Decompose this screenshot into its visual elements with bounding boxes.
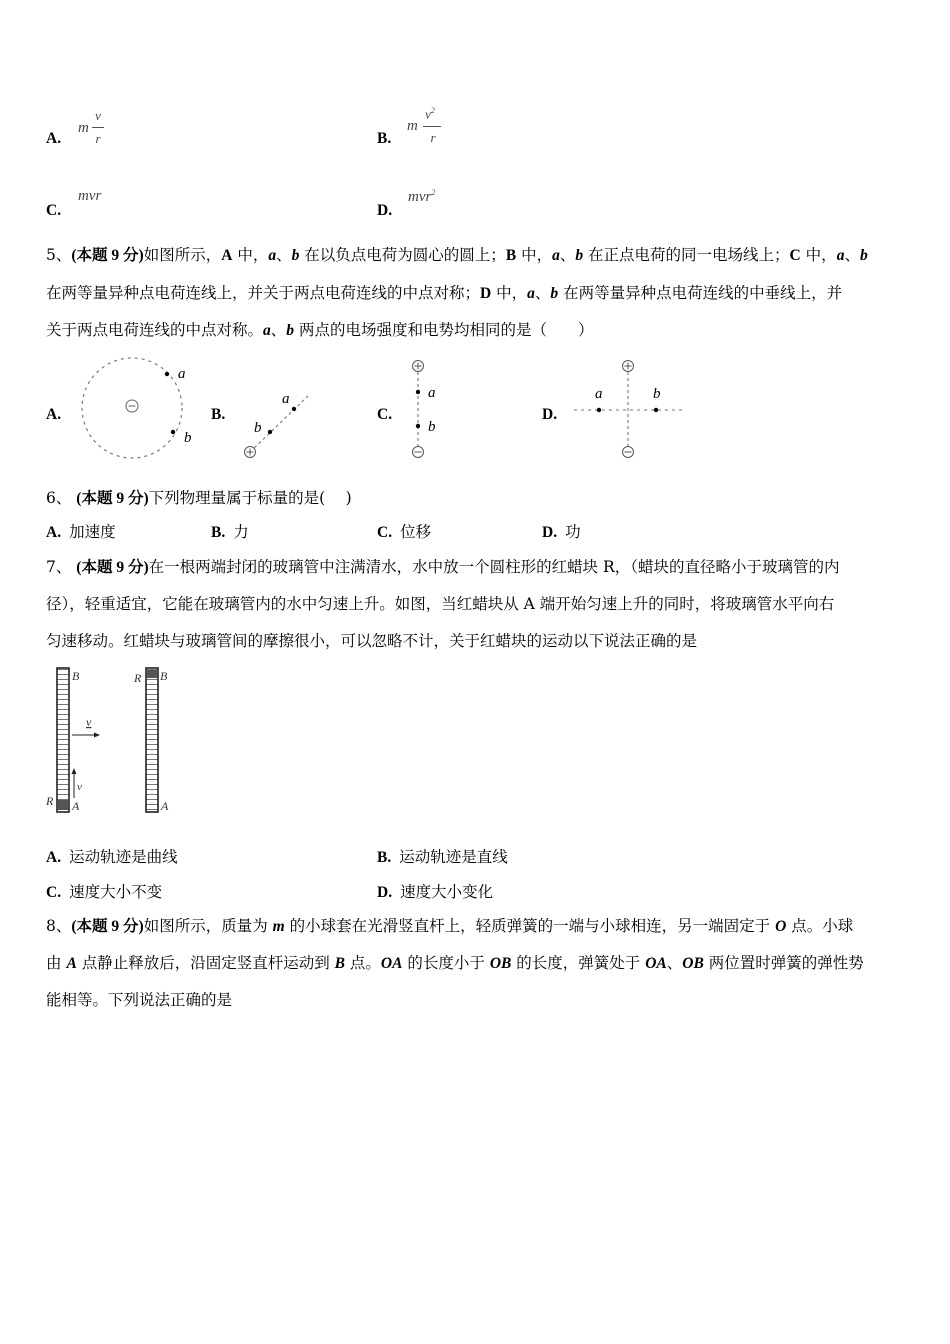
q4-option-a-label: A. [46,130,62,147]
q5-text: 、 [844,246,860,264]
q5-var: b [291,247,300,264]
q5-text: 中， [516,246,553,264]
tube2-label-r: R [134,671,142,685]
point-b-label: b [184,430,192,446]
q5-line-1 [46,245,868,266]
q7-option-b [377,847,508,868]
q6-option-b-text: 力 [233,523,249,541]
q7-figure [42,662,182,816]
point-a-dot [292,407,296,411]
q5-text: 在两等量异种点电荷连线的中垂线上，并 [558,284,843,302]
q5-option-c [377,404,392,425]
q6-option-b-label: B. [211,524,226,541]
q5-var: b [859,247,868,264]
q4-option-c-expr: mvr [78,188,102,204]
q7-line-1 [46,557,839,578]
q6-option-b [211,522,249,543]
q8-var: OB [489,955,512,972]
q5-var: D [480,285,492,302]
q8-var: O [775,918,787,935]
q5-option-c-label: C. [377,406,393,423]
q5-text: 关于两点电荷连线的中点对称。 [46,321,264,339]
q5-text: 、 [276,246,292,264]
point-b-label: b [653,386,661,402]
q5-option-d [542,404,557,425]
q8-points: (本题 9 分) [71,918,144,935]
point-a-label: a [428,385,436,401]
q5-line-2 [46,283,842,304]
q5-text: 中， [491,284,528,302]
point-b-dot [268,430,272,434]
point-a-dot [597,408,601,412]
q7-option-d [377,882,493,903]
q5-var: A [221,247,233,264]
q4-option-d-label: D. [377,202,393,219]
q5-option-a-label: A. [46,406,62,423]
q5-text: 、 [534,284,551,302]
q8-text: 点。小球 [786,917,854,935]
point-b-dot [416,424,420,428]
q7-option-c-label: C. [46,884,62,901]
point-a-label: a [178,366,186,382]
q4-option-c [46,200,61,221]
q5-var: B [505,247,517,264]
q7-option-a [46,847,178,868]
q8-number: 8、 [46,917,72,935]
q8-var: OB [682,955,704,972]
q5-points: (本题 9 分) [71,247,144,264]
q6-option-a-label: A. [46,524,62,541]
q8-line-1 [46,916,853,937]
q8-var: m [272,918,285,935]
q5-text: 、 [270,321,287,339]
q6-number: 6、 [46,489,77,507]
arrow-up-icon [72,768,77,774]
q7-line-2: 径），轻重适宜，它能在玻璃管内的水中匀速上升。如图，当红蜡块从 A 端开始匀速上升的同时，将玻璃管水平向右 [46,595,835,613]
q6-option-a-text: 加速度 [69,523,116,541]
q5-var: a [836,247,845,264]
q4-option-a [46,128,61,149]
point-a-label: a [595,386,603,402]
point-b-label: b [428,419,436,435]
q5-text: 两点的电场强度和电势均相同的是（ ） [294,321,594,339]
point-a-label: a [282,391,290,407]
q7-option-c [46,882,162,903]
q4-option-a-fraction-bar [92,127,104,128]
q8-line-3: 能相等。下列说法正确的是 [46,991,233,1009]
glass-tube-2 [146,668,158,812]
q8-text: 点。 [344,954,381,972]
q6-points: (本题 9 分) [76,490,149,507]
q8-text: 的长度小于 [402,954,490,972]
q4-option-b-denominator: r [430,130,436,145]
q4-option-b-numerator-base: v [425,106,431,122]
q4-option-b [377,128,391,149]
q6-option-a [46,522,116,543]
q8-var: A [66,955,77,972]
q5-option-b [211,404,225,425]
q5-option-b-label: B. [211,406,226,423]
q8-line-2 [46,953,864,974]
q6-option-c-label: C. [377,524,393,541]
q7-option-a-label: A. [46,849,62,866]
q7-option-d-label: D. [377,884,393,901]
q5-text: 、 [559,246,576,264]
tube2-label-b: B [160,669,168,683]
q5-number: 5、 [46,246,72,264]
q4-option-c-label: C. [46,202,62,219]
q4-option-a-prefix: m [78,120,89,136]
q5-var: C [789,247,801,264]
q5-text: 在两等量异种点电荷连线上，并关于两点电荷连线的中点对称； [46,284,481,302]
q4-option-b-numerator-sup: 2 [430,106,435,115]
q7-line-3: 匀速移动。红蜡块与玻璃管间的摩擦很小，可以忽略不计，关于红蜡块的运动以下说法正确的是 [46,632,698,650]
q8-text: 、 [666,954,683,972]
q6-option-d-text: 功 [565,523,581,541]
q5-text: 在以负点电荷为圆心的圆上； [299,246,506,264]
tube1-label-r: R [46,794,54,808]
tube1-label-v-up: v [77,781,82,793]
q5-figure-a [70,352,195,464]
point-a-dot [416,390,420,394]
q7-option-c-text: 速度大小不变 [69,883,163,901]
q8-var: OA [380,955,403,972]
point-b-dot [654,408,658,412]
q6-line-1 [46,488,352,509]
q7-text: 在一根两端封闭的玻璃管中注满清水，水中放一个圆柱形的红蜡块 R，（蜡块的直径略小于玻璃管的内 [148,558,840,576]
q5-text: 如图所示， [143,246,222,264]
q6-option-d [542,522,581,543]
q4-option-b-fraction-bar [423,126,441,127]
q6-option-d-label: D. [542,524,558,541]
q5-line-3 [46,320,593,341]
q8-var: OA [645,955,667,972]
q5-option-d-label: D. [542,406,558,423]
q5-figure-c [405,356,455,462]
tube1-label-a: A [72,799,80,813]
q5-option-a [46,404,61,425]
glass-tube-1 [57,668,69,812]
red-wax-block-r-top [147,670,157,678]
point-b-label: b [254,420,262,436]
q4-option-d-expr-sup: 2 [431,188,436,197]
q5-var: a [263,322,271,339]
q4-option-b-numerator [423,106,437,122]
q4-option-b-label: B. [377,130,392,147]
arrow-right-icon [94,733,100,738]
q4-option-a-numerator: v [95,108,101,123]
q7-option-a-text: 运动轨迹是曲线 [69,848,178,866]
q4-option-d [377,200,392,221]
q5-var: b [550,285,559,302]
q4-option-d-expr-base: mvr [408,189,432,205]
q8-text: 由 [46,954,67,972]
q7-number: 7、 [46,558,77,576]
q5-var: b [575,247,584,264]
q7-option-b-label: B. [377,849,392,866]
q8-var: B [334,955,345,972]
point-b-dot [171,430,175,434]
q7-option-b-text: 运动轨迹是直线 [399,848,508,866]
q4-option-d-expr [408,188,435,206]
q8-text: 的小球套在光滑竖直杆上，轻质弹簧的一端与小球相连，另一端固定于 [284,917,776,935]
red-wax-block-r [58,800,68,810]
q6-text: 下列物理量属于标量的是( ) [148,489,352,507]
q6-option-c [377,522,431,543]
q4-option-b-prefix: m [407,118,418,134]
tube1-label-v-right: v [86,715,92,729]
q5-var: a [268,247,277,264]
q5-var: b [286,322,295,339]
q8-text: 如图所示，质量为 [143,917,273,935]
q5-text: 在正点电荷的同一电场线上； [583,246,790,264]
q5-figure-d [570,356,684,462]
q5-var: a [552,247,560,264]
q8-text: 的长度，弹簧处于 [511,954,646,972]
q4-option-a-denominator: r [95,131,101,146]
q5-figure-b [238,386,312,462]
q5-var: a [527,285,535,302]
q5-text: 中， [800,246,837,264]
q7-points: (本题 9 分) [76,559,149,576]
q8-text: 点静止释放后，沿固定竖直杆运动到 [76,954,335,972]
q5-text: 中， [232,246,269,264]
point-a-dot [165,372,169,376]
q7-option-d-text: 速度大小变化 [400,883,494,901]
tube2-label-a: A [161,799,169,813]
tube1-label-b: B [72,669,80,683]
q8-text: 两位置时弹簧的弹性势 [703,954,864,972]
q6-option-c-text: 位移 [400,523,432,541]
